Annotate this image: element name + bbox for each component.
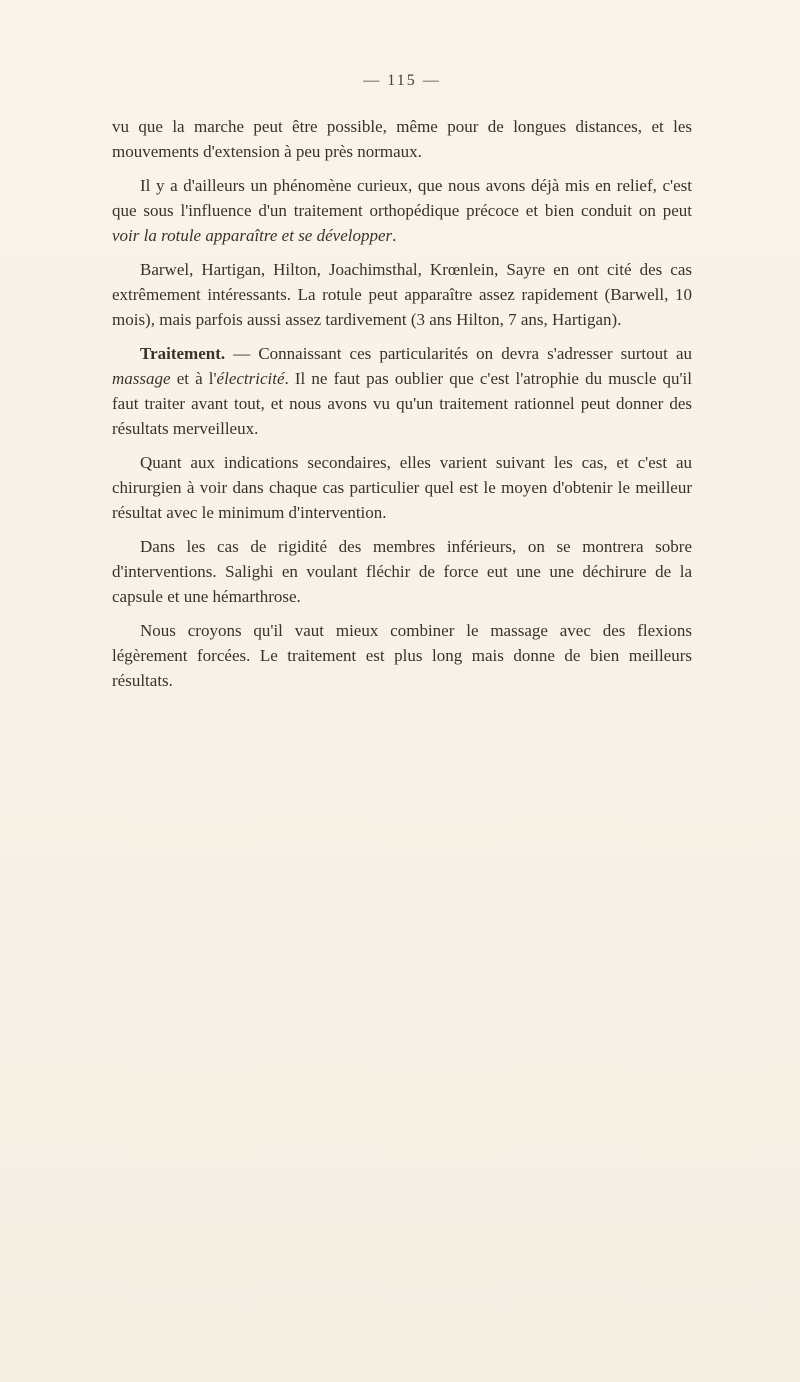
paragraph-4-traitement (112, 341, 692, 441)
paragraph-2 (112, 173, 692, 248)
paragraph-text: Quant aux indications secondaires, elles varient suivant les cas, et c'est au chirurgien à voir dans chaque cas particulier quel est le moyen d'obtenir le meilleur résultat avec le minimum d'intervention. (112, 453, 692, 522)
paragraph-text: Dans les cas de rigidité des membres inférieurs, on se montrera sobre d'interventions. Salighi en voulant fléchir de force eut une une déchirure de la capsule et une hémarthrose. (112, 537, 692, 606)
run-in-heading-traitement: Traitement. (140, 344, 226, 363)
paragraph-text-italic: massage (112, 369, 171, 388)
paragraph-text: . (392, 226, 397, 245)
paragraph-text: — Connaissant ces particularités on devra s'adresser surtout au (225, 344, 692, 363)
paragraph-text: Il y a d'ailleurs un phénomène curieux, que nous avons déjà mis en relief, c'est que sous l'influence d'un traitement orthopédique précoce et bien conduit on peut (112, 176, 692, 220)
paragraph-3 (112, 257, 692, 332)
page-number: — 115 — (363, 72, 441, 89)
paragraph-text: Barwel, Hartigan, Hilton, Joachimsthal, Krœnlein, Sayre en ont cité des cas extrêmement intéressants. La rotule peut apparaître assez rapidement (Barwell, 10 mois), mais parfois aussi assez tardivement (3 ans Hilton, 7 ans, Hartigan). (112, 260, 692, 329)
paragraph-text-italic: électricité (216, 369, 285, 388)
paragraph-text-italic: voir la rotule apparaître et se développer (112, 226, 393, 245)
paragraph-6 (112, 534, 692, 609)
paragraph-text: vu que la marche peut être possible, même pour de longues distances, et les mouvements d'extension à peu près normaux. (112, 117, 692, 161)
paragraph-1 (112, 114, 692, 164)
paragraph-5 (112, 450, 692, 525)
text-block (112, 72, 692, 702)
paragraph-text: . Il ne faut pas oublier que c'est l'atrophie du muscle qu'il faut traiter avant tout, et nous avons vu qu'un traitement rationnel peut donner des résultats merveilleux. (112, 369, 692, 438)
paragraph-text: et à l' (170, 369, 217, 388)
paragraph-7 (112, 618, 692, 693)
paragraph-text: Nous croyons qu'il vaut mieux combiner le massage avec des flexions légèrement forcées. Le traitement est plus long mais donne de bien meilleurs résultats. (112, 621, 692, 690)
